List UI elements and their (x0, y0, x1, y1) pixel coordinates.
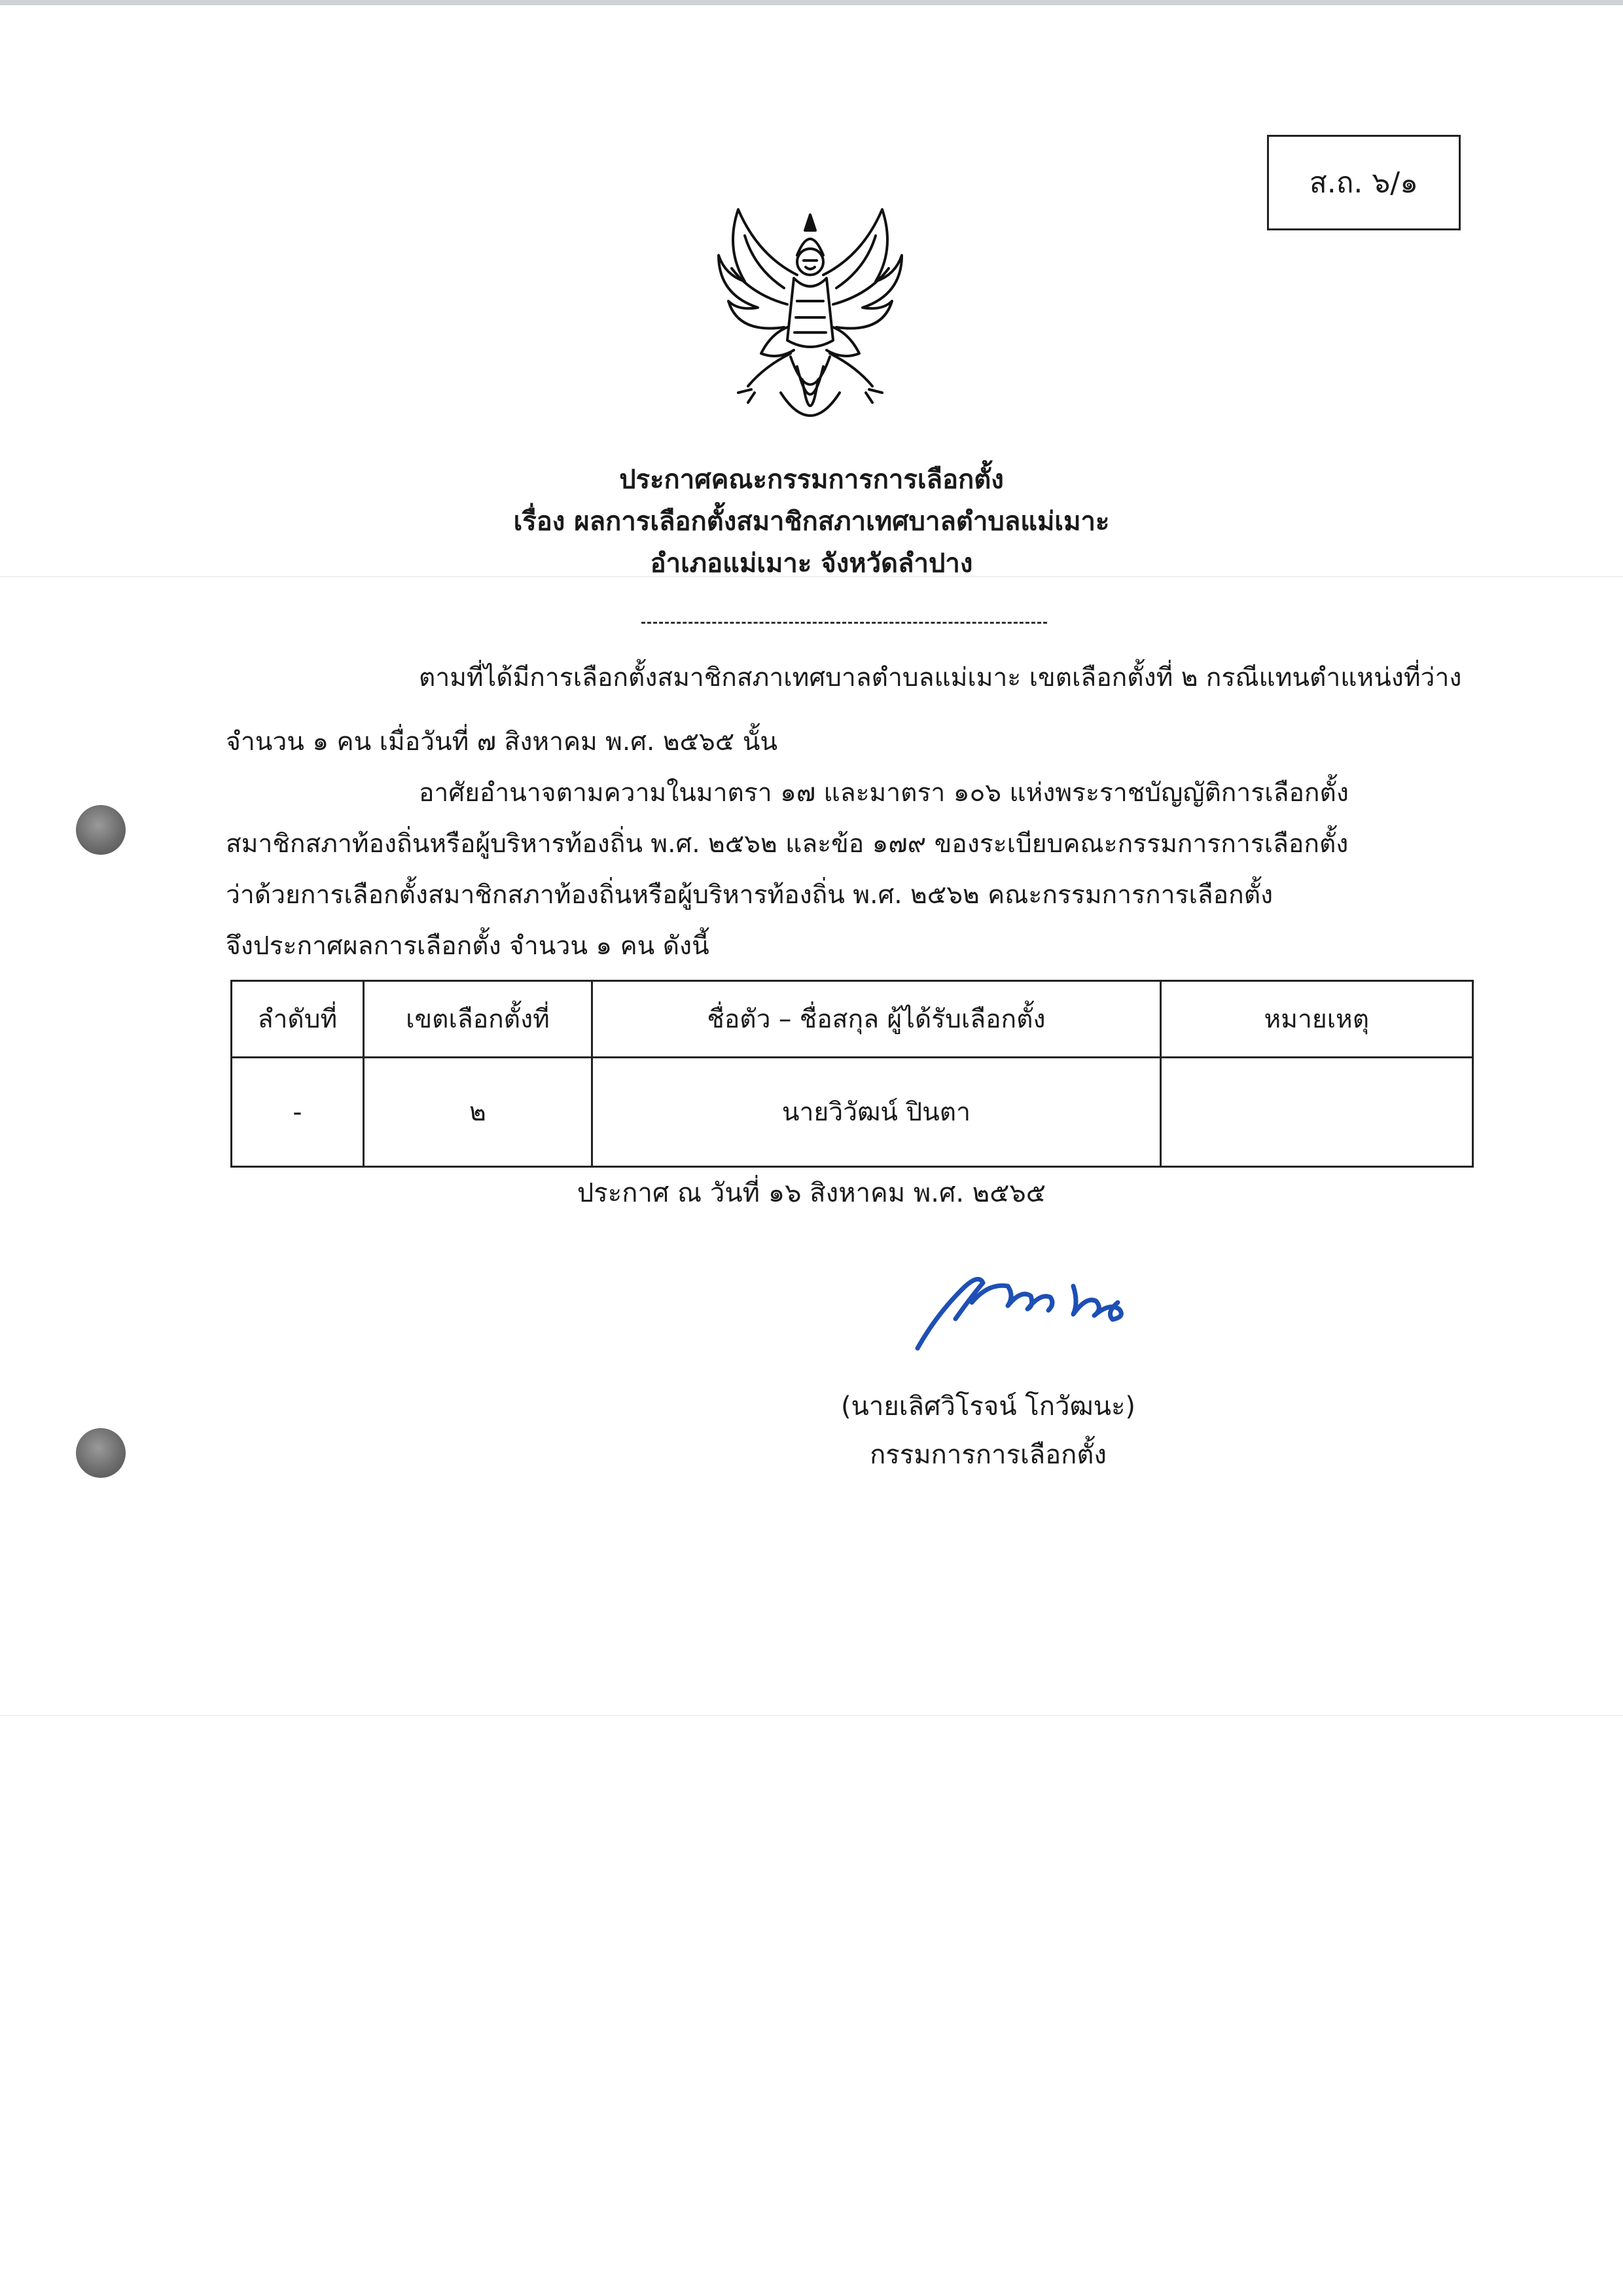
paragraph-2-line-1: อาศัยอำนาจตามความในมาตรา ๑๗ และมาตรา ๑๐๖ แห่งพระราชบัญญัติการเลือกตั้ง (419, 778, 1349, 808)
cell-elected-name: นายวิวัฒน์ ปินตา (592, 1058, 1160, 1167)
announcement-location: อำเภอแม่เมาะ จังหวัดลำปาง (650, 548, 973, 579)
paragraph-1-line-1: ตามที่ได้มีการเลือกตั้งสมาชิกสภาเทศบาลตำบลแม่เมาะ เขตเลือกตั้งที่ ๒ กรณีแทนตำแหน่งที่ว่าง (419, 663, 1462, 692)
signer-position: กรรมการการเลือกตั้ง (870, 1440, 1107, 1470)
paragraph-2-line-2: สมาชิกสภาท้องถิ่นหรือผู้บริหารท้องถิ่น พ.ศ. ๒๕๖๒ และข้อ ๑๗๙ ของระเบียบคณะกรรมการการเลือกตั้ง (226, 829, 1349, 859)
column-header-order: ลำดับที่ (232, 981, 364, 1058)
scan-top-edge (0, 0, 1623, 5)
punch-hole-top (76, 805, 126, 855)
cell-order: - (232, 1058, 364, 1167)
table-header-row (232, 981, 1473, 1058)
paper-fold-line (0, 1715, 1623, 1716)
title-divider (641, 622, 1047, 624)
election-results-table (230, 980, 1474, 1168)
announcement-date: ประกาศ ณ วันที่ ๑๖ สิงหาคม พ.ศ. ๒๕๖๕ (577, 1178, 1046, 1208)
garuda-emblem-icon (699, 196, 921, 445)
signer-name: (นายเลิศวิโรจน์ โกวัฒนะ) (840, 1391, 1136, 1422)
punch-hole-bottom (76, 1428, 126, 1478)
paragraph-1-line-2: จำนวน ๑ คน เมื่อวันที่ ๗ สิงหาคม พ.ศ. ๒๕๖๕ นั้น (226, 727, 778, 757)
handwritten-signature-icon (910, 1257, 1145, 1361)
form-code-box (1267, 135, 1461, 230)
cell-district: ๒ (363, 1058, 592, 1167)
column-header-remarks: หมายเหตุ (1160, 981, 1472, 1058)
column-header-elected-name: ชื่อตัว – ชื่อสกุล ผู้ได้รับเลือกตั้ง (592, 981, 1160, 1058)
announcement-title: ประกาศคณะกรรมการการเลือกตั้ง (619, 465, 1004, 495)
column-header-district: เขตเลือกตั้งที่ (363, 981, 592, 1058)
cell-remarks (1160, 1058, 1472, 1167)
paragraph-2-line-4: จึงประกาศผลการเลือกตั้ง จำนวน ๑ คน ดังนี้ (226, 931, 709, 961)
paragraph-2-line-3: ว่าด้วยการเลือกตั้งสมาชิกสภาท้องถิ่นหรือผู้บริหารท้องถิ่น พ.ศ. ๒๕๖๒ คณะกรรมการการเลือกตั้ง (226, 880, 1274, 910)
form-code: ส.ถ. ๖/๑ (1309, 166, 1419, 200)
announcement-subject: เรื่อง ผลการเลือกตั้งสมาชิกสภาเทศบาลตำบลแม่เมาะ (513, 507, 1110, 537)
table-row (232, 1058, 1473, 1167)
